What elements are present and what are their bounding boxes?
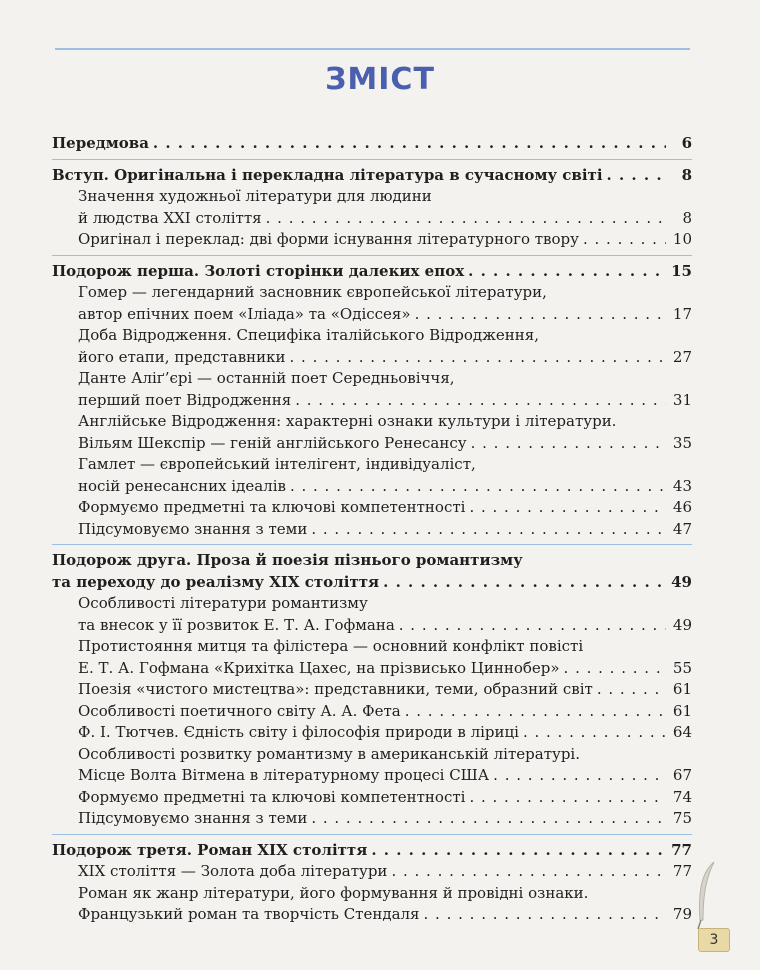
toc-entry-text: Подорож третя. Роман XIX століття — [52, 840, 368, 859]
toc-topic-entry — [52, 883, 692, 926]
toc-page-number: 8 — [681, 165, 692, 184]
toc-chapter-entry — [52, 550, 692, 593]
toc-entry-text: Протистояння митця та філістера — основний конфлікт повісті — [78, 637, 584, 655]
dot-leader — [415, 304, 666, 326]
dot-leader — [290, 347, 666, 369]
toc-topic-entry — [52, 808, 692, 830]
toc-page-number: 74 — [672, 787, 692, 806]
toc-page-number: 64 — [672, 723, 692, 741]
dot-leader — [468, 261, 666, 283]
toc-section — [52, 255, 692, 545]
dot-leader — [597, 679, 666, 701]
dot-leader — [371, 840, 666, 862]
toc-page-number: 77 — [672, 862, 692, 880]
toc-chapter-entry — [52, 840, 692, 862]
toc-entry-text: Передмова — [52, 134, 149, 152]
toc-page-number: 61 — [672, 701, 692, 720]
toc-page-number: 67 — [672, 766, 692, 784]
page-number-badge: 3 — [698, 928, 730, 952]
toc-entry-text: Формуємо предметні та ключові компетентності — [78, 498, 466, 516]
toc-chapter-entry — [52, 165, 692, 187]
dot-leader — [469, 787, 666, 809]
toc-page-number: 15 — [671, 261, 692, 280]
toc-topic-entry — [52, 282, 692, 325]
dot-leader — [399, 615, 666, 637]
dot-leader — [290, 476, 666, 498]
toc-page-number: 35 — [672, 433, 692, 452]
toc-topic-entry — [52, 497, 692, 519]
toc-page-number: 46 — [672, 498, 692, 516]
dot-leader — [405, 701, 666, 723]
toc-topic-entry — [52, 368, 692, 411]
toc-topic-entry — [52, 325, 692, 368]
toc-entry-text: XIX століття — Золота доба літератури — [78, 862, 388, 880]
toc-page-number: 6 — [681, 134, 692, 152]
toc-topic-entry — [52, 454, 692, 497]
toc-topic-entry — [52, 787, 692, 809]
toc-page-number: 27 — [672, 347, 692, 366]
toc-topic-entry — [52, 519, 692, 541]
dot-leader — [311, 519, 666, 541]
toc-entry-text: його етапи, представники — [78, 347, 286, 366]
toc-entry-text: Доба Відродження. Специфіка італійського Відродження, — [78, 326, 540, 344]
toc-entry-text: Особливості розвитку романтизму в американській літературі. — [78, 744, 580, 763]
toc-entry-text: Англійське Відродження: характерні ознаки культури і літератури. — [78, 412, 617, 430]
toc-entry-text: Ф. І. Тютчев. Єдність світу і філософія природи в ліриці — [78, 723, 519, 741]
toc-page-number: 75 — [672, 809, 692, 827]
dot-leader — [266, 208, 666, 230]
toc-topic-entry — [52, 679, 692, 701]
toc-entry-text: Підсумовуємо знання з теми — [78, 519, 308, 538]
toc-entry-text: Підсумовуємо знання з теми — [78, 809, 308, 827]
dot-leader — [523, 722, 666, 744]
toc-section — [52, 834, 692, 930]
toc-entry-text: та переходу до реалізму XIX століття — [52, 572, 380, 591]
toc-page-number: 79 — [672, 905, 692, 923]
dot-leader — [295, 390, 666, 412]
toc-entry-text: Місце Волта Вітмена в літературному процесі США — [78, 766, 490, 784]
page-title: ЗМІСТ — [325, 62, 435, 97]
toc-page-number: 43 — [672, 476, 692, 495]
toc-entry-text: Значення художньої літератури для людини — [78, 187, 432, 205]
toc-entry-text: та внесок у її розвиток Е. Т. А. Гофмана — [78, 615, 395, 634]
toc-chapter-entry — [52, 133, 692, 155]
toc-topic-entry — [52, 861, 692, 883]
toc-topic-entry — [52, 186, 692, 229]
toc-entry-text: Поезія «чистого мистецтва»: представники, теми, образний світ — [78, 680, 593, 698]
toc-entry-text: Особливості поетичного світу А. А. Фета — [78, 701, 401, 720]
toc-entry-text: Французький роман та творчість Стендаля — [78, 905, 420, 923]
dot-leader — [391, 861, 666, 883]
dot-leader — [383, 572, 666, 594]
toc-page-number: 10 — [672, 230, 692, 248]
toc-entry-text: Гомер — легендарний засновник європейської літератури, — [78, 283, 547, 301]
dot-leader — [153, 133, 666, 155]
toc-entry-text: Данте Аліґ’єрі — останній поет Середньовіччя, — [78, 369, 455, 387]
dot-leader — [471, 433, 666, 455]
dot-leader — [564, 658, 666, 680]
table-of-contents — [52, 128, 692, 930]
toc-chapter-entry — [52, 261, 692, 283]
toc-entry-text: Оригінал і переклад: дві форми існування літературного твору — [78, 230, 579, 248]
toc-page-number: 47 — [672, 519, 692, 538]
toc-entry-text: автор епічних поем «Іліада» та «Одіссея» — [78, 304, 411, 323]
toc-page-number: 8 — [682, 208, 692, 227]
toc-entry-text: Роман як жанр літератури, його формування й провідні ознаки. — [78, 883, 589, 902]
dot-leader — [607, 165, 666, 187]
toc-page-number: 49 — [671, 572, 692, 591]
top-rule — [55, 48, 690, 50]
toc-page-number: 55 — [672, 658, 692, 677]
toc-entry-text: Вільям Шекспір — геній англійського Ренесансу — [78, 433, 467, 452]
toc-page-number: 61 — [672, 680, 692, 698]
toc-topic-entry — [52, 744, 692, 787]
toc-entry-text: перший поет Відродження — [78, 390, 292, 409]
toc-topic-entry — [52, 722, 692, 744]
toc-entry-text: носій ренесансних ідеалів — [78, 476, 286, 495]
toc-page-number: 77 — [671, 840, 692, 859]
dot-leader — [424, 904, 666, 926]
toc-section — [52, 544, 692, 834]
toc-page-number: 31 — [672, 390, 692, 409]
toc-entry-text: Формуємо предметні та ключові компетентності — [78, 787, 466, 806]
toc-entry-text: Подорож друга. Проза й поезія пізнього романтизму — [52, 551, 523, 569]
toc-page-number: 17 — [672, 304, 692, 323]
toc-topic-entry — [52, 593, 692, 636]
toc-topic-entry — [52, 701, 692, 723]
dot-leader — [311, 808, 666, 830]
toc-section — [52, 128, 692, 159]
toc-entry-text: Подорож перша. Золоті сторінки далеких епох — [52, 261, 465, 280]
dot-leader — [493, 765, 666, 787]
toc-page-number: 49 — [672, 615, 692, 634]
toc-topic-entry — [52, 636, 692, 679]
dot-leader — [469, 497, 666, 519]
toc-entry-text: Е. Т. А. Гофмана «Крихітка Цахес, на прізвисько Циннобер» — [78, 658, 560, 677]
toc-entry-text: й людства XXI століття — [78, 208, 262, 227]
toc-topic-entry — [52, 229, 692, 251]
dot-leader — [583, 229, 666, 251]
toc-entry-text: Гамлет — європейський інтелігент, індивідуаліст, — [78, 455, 476, 473]
toc-entry-text: Вступ. Оригінальна і перекладна література в сучасному світі — [52, 165, 603, 184]
toc-topic-entry — [52, 411, 692, 454]
quill-icon — [694, 860, 718, 930]
toc-entry-text: Особливості літератури романтизму — [78, 594, 368, 612]
toc-section — [52, 159, 692, 255]
